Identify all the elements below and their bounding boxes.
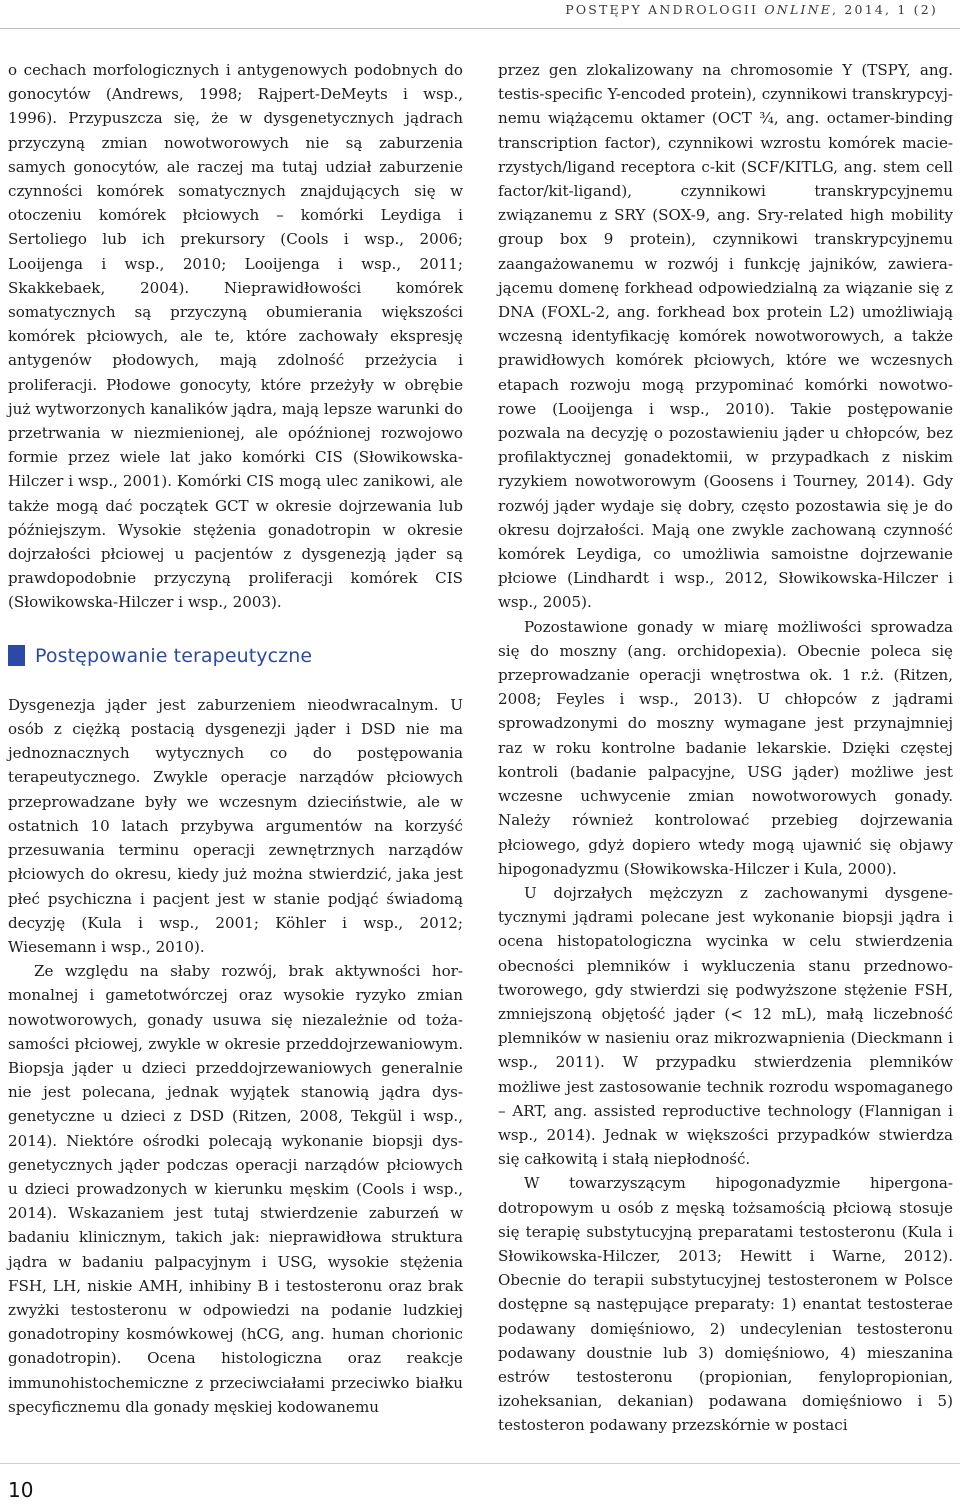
section-title: Postępowanie terapeutyczne [35,644,313,667]
paragraph: o cechach morfologicznych i antygenowych podobnych do gonocytów (Andrews, 1998; Rajpert-DeMeyts i wsp., 1996). Przypuszcza się, że w dysgenetycznych jądrach przyczyną zmian nowotworowych nie są zaburzenia samych gonocytów, ale raczej ma tutaj udział zaburzenie czynności komórek somatycznych znajdujących się w otoczeniu komórek płciowych – komórki Leydiga i Sertoliego lub ich prekursory (Cools i wsp., 2006; Looijenga i wsp., 2010; Looijenga i wsp., 2011; Skakkebaek, 2004). Nieprawidłowości komórek somatycznych są przyczyną obumierania większości komórek płciowych, ale te, które zachowały ekspresję antygenów płodowych, mają zdolność przeżycia i proliferacji. Płodowe gonocyty, które przeżyły w obrębie już wytworzonych kanalików jądra, mają lepsze warunki do przetrwania w niezmienionej, ale opóźnionej rozwojowo formie przez wiele lat jako komórki CIS (Słowikowska-Hilczer i wsp., 2001). Komórki CIS mogą ulec zanikowi, ale także mogą dać początek GCT w okresie dojrzewania lub późniejszym. Wysokie stężenia gonadotropin w okresie dojrzałości płciowej u pacjentów z dysgenezją jąder są prawdopodobnie przyczyną proliferacji komórek CIS (Słowikowska-Hilczer i wsp., 2003). [8,61,463,612]
paragraph: Dysgenezja jąder jest zaburzeniem nieodwracalnym. U osób z ciężką postacią dysgenezji jąder i DSD nie ma jednoznacznych wytycznych co do postępowania terapeutycznego. Zwykle operacje narządów płciowych przeprowadzane były we wczesnym dzieciństwie, ale w ostatnich 10 latach przybywa argumentów na korzyść przesuwania terminu operacji zewnętrznych narządów płciowych do okresu, kiedy już można stwierdzić, jaka jest płeć psychiczna i pacjent jest w stanie podjąć świadomą decyzję (Kula i wsp., 2001; Köhler i wsp., 2012; Wiesemann i wsp., 2010). [8,695,463,956]
page-number: 10 [8,1478,34,1502]
right-column [498,58,953,1438]
journal-issue: , 2014, 1 (2) [832,2,938,17]
paragraph: przez gen zlokalizowany na chromosomie Y (TSPY, ang. testis-specific Y-encoded protein), czynnikowi transkrypcyjnemu wiążącemu oktamer (OCT ¾, ang. octamer-binding transcription factor), czynnikowi wzrostu komórek macierzystych/ligand receptora c-kit (SCF/KITLG, ang. stem cell factor/kit-ligand), czynnikowi transkrypcyjnemu związanemu z SRY (SOX-9, ang. Sry-related high mobility group box 9 protein), czynnikowi transkrypcyjnemu zaangażowanemu w rozwój i funkcję jajników, zawierającemu domenę forkhead odpowiedzialną za wiązanie się z DNA (FOXL-2, ang. forkhead box protein L2) umożliwiają wczesną identyfikację komórek nowotworowych, a także prawidłowych komórek płciowych, które we wczesnych etapach rozwoju mogą przypominać komórki nowotworowe (Looijenga i wsp., 2010). Takie postępowanie pozwala na decyzję o pozostawieniu jąder u chłopców, bez profilaktycznej gonadektomii, w przypadkach z niskim ryzykiem nowotworowym (Goosens i Tourney, 2014). Gdy rozwój jąder wydaje się dobry, często pozostawia się je do okresu dojrzałości. Mają one zwykle zachowaną czynność komórek Leydiga, co umożliwia samoistne dojrzewanie płciowe (Lindhardt i wsp., 2012, Słowikowska-Hilczer i wsp., 2005). [498,61,953,612]
journal-title: POSTĘPY ANDROLOGII [565,2,765,17]
paragraph: Ze względu na słaby rozwój, brak aktywności hormonalnej i gametotwórczej oraz wysokie ryzyko zmian nowotworowych, gonady usuwa się niezależnie od tożasamości płciowej, zwykle w okresie przeddojrzewaniowym. Biopsja jąder u dzieci przeddojrzewaniowych generalnie nie jest polecana, jednak wyjątek stanowią jądra dysgenetyczne u dzieci z DSD (Ritzen, 2008, Tekgül i wsp., 2014). Niektóre ośrodki polecają wykonanie biopsji dysgenetycznych jąder podczas operacji narządów płciowych u dzieci prowadzonych w kierunku męskim (Cools i wsp., 2014). Wskazaniem jest tutaj stwierdzenie zaburzeń w badaniu klinicznym, takich jak: nieprawidłowa struktura jądra w badaniu palpacyjnym i USG, wysokie stężenia FSH, LH, niskie AMH, inhibiny B i testosteronu oraz brak zwyżki testosteronu w odpowiedzi na podanie ludzkiej gonadotropiny kosmówkowej (hCG, ang. human chorionic gonadotropin). Ocena histologiczna oraz reakcje immunohistochemiczne z przeciwciałami przeciwko białku specyficznemu dla gonady męskiej kodowanemu [8,962,463,1416]
paragraph: Pozostawione gonady w miarę możliwości sprowadza się do moszny (ang. orchidopexia). Obecnie poleca się przeprowadzanie operacji wnętrostwa ok. 1 r.ż. (Ritzen, 2008; Feyles i wsp., 2013). U chłopców z jądrami sprowadzonymi do moszny wymagane jest przynajmniej raz w roku kontrolne badanie lekarskie. Dzięki częstej kontroli (badanie palpacyjne, USG jąder) możliwe jest wczesne uchwycenie zmian nowotworowych gonady. Należy również kontrolować przebieg dojrzewania płciowego, gdyż dopiero wtedy mogą ujawnić się objawy hipogonadyzmu (Słowikowska-Hilczer i Kula, 2000). [498,617,953,878]
section-marker-icon [8,645,25,666]
paragraph: U dojrzałych mężczyzn z zachowanymi dysgenetycznymi jądrami polecane jest wykonanie biopsji jądra i ocena histopatologiczna wycinka w celu stwierdzenia obecności plemników i wykluczenia stanu przednowotworowego, gdy stwierdzi się podwyższone stężenie FSH, zmniejszoną objętość jąder (< 12 mL), małą liczebność plemników w nasieniu oraz mikrozwapnienia (Dieckmann i wsp., 2011). W przypadku stwierdzenia plemników możliwe jest zastosowanie technik rozrodu wspomaganego – ART, ang. assisted reproductive technology (Flannigan i wsp., 2014). Jednak w większości przypadków stwierdza się całkowitą i stałą niepłodność. [498,883,953,1169]
paragraph: W towarzyszącym hipogonadyzmie hipergonadotropowym u osób z męską tożsamością płciową stosuje się terapię substytucyjną preparatami testosteronu (Kula i Słowikowska-Hilczer, 2013; Hewitt i Warne, 2012). Obecnie do terapii substytucyjnej testosteronem w Polsce dostępne są następujące preparaty: 1) enantat testosterae podawany domięśniowo, 2) undecylenian testosteronu podawany doustnie lub 3) domięśniowo, 4) mieszanina estrów testosteronu (propionian, fenylopropionian, izoheksanian, dekanian) podawana domięśniowo i 5) testosteron podawany przezskórnie w postaci [498,1174,953,1435]
footer-rule [0,1463,960,1464]
section-heading [8,644,463,668]
header-rule [0,28,960,29]
left-column [8,58,463,1419]
journal-title-online: ONLINE [764,2,833,17]
